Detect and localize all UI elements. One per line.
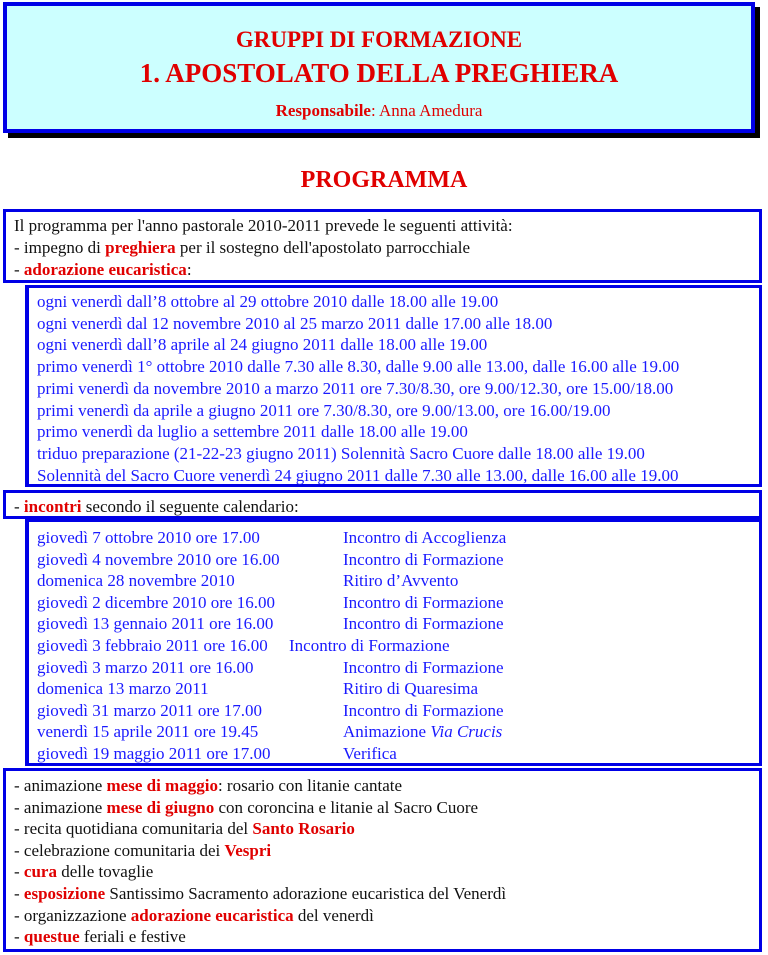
adoration-item: triduo preparazione (21-22-23 giugno 2011) Solennità Sacro Cuore dalle 18.00 alle 19.00 (37, 443, 645, 463)
intro-box (3, 209, 762, 283)
activity-keyword: esposizione (23, 883, 106, 903)
calendar-row (37, 635, 759, 657)
calendar-date: giovedì 13 gennaio 2011 ore 16.00 (37, 614, 274, 634)
activity-prefix: - celebrazione comunitaria dei (14, 840, 225, 860)
activity-suffix: feriali e festive (79, 927, 186, 947)
activity-item (14, 905, 759, 927)
meetings-suffix: secondo il seguente calendario: (81, 497, 299, 516)
meetings-heading (14, 496, 759, 518)
activity-item (14, 818, 759, 840)
calendar-row (37, 721, 759, 743)
activity-item (14, 840, 759, 862)
calendar-event: Incontro di Formazione (343, 592, 504, 612)
activity-prefix: - (14, 927, 24, 947)
activity-suffix: del venerdì (293, 905, 374, 925)
calendar-event: Incontro di Formazione (343, 657, 504, 677)
group-title: GRUPPI DI FORMAZIONE (235, 27, 523, 52)
activity-prefix: - (14, 862, 24, 882)
activity-keyword: mese di giugno (106, 797, 215, 817)
calendar-date: giovedì 3 marzo 2011 ore 16.00 (37, 657, 254, 677)
calendar-row (37, 613, 759, 635)
adoration-heading (14, 259, 759, 281)
calendar-event: Incontro di Formazione (289, 635, 450, 655)
prayer-prefix: - impegno di (14, 238, 106, 257)
adoration-item: ogni venerdì dall’8 aprile al 24 giugno 2011 dalle 18.00 alle 19.00 (37, 335, 488, 355)
activity-keyword: questue (23, 927, 80, 947)
adoration-item: primi venerdì da aprile a giugno 2011 ore 7.30/8.30, ore 9.00/13.00, ore 16.00/19.00 (37, 400, 611, 420)
calendar-event: Incontro di Formazione (343, 614, 504, 634)
adoration-suffix: : (186, 260, 192, 279)
calendar-row (37, 549, 759, 571)
responsible-name: Anna Amedura (379, 101, 483, 120)
activities-box (3, 768, 762, 952)
responsible-label: Responsabile (275, 101, 371, 120)
activity-item (14, 883, 759, 905)
adoration-keyword: adorazione eucaristica (23, 260, 187, 279)
activity-item (14, 775, 759, 797)
calendar-event (343, 721, 502, 743)
meetings-calendar-box (25, 519, 762, 766)
activity-keyword: mese di maggio (106, 776, 218, 795)
adoration-item: primo venerdì da luglio a settembre 2011 dalle 18.00 alle 19.00 (37, 422, 468, 442)
meetings-keyword: incontri (23, 497, 82, 516)
calendar-event: Verifica (343, 743, 397, 763)
meetings-heading-box (3, 490, 762, 519)
calendar-row (37, 657, 759, 679)
calendar-date: giovedì 7 ottobre 2010 ore 17.00 (37, 528, 260, 547)
adoration-schedule-box (25, 285, 762, 487)
calendar-event-italic: Via Crucis (430, 722, 503, 742)
adoration-prefix: - (14, 260, 24, 279)
prayer-suffix: per il sostegno dell'apostolato parrocchiale (175, 238, 470, 257)
calendar-date: giovedì 4 novembre 2010 ore 16.00 (37, 549, 280, 569)
activity-prefix: - (14, 883, 24, 903)
calendar-row (37, 570, 759, 592)
calendar-event: Incontro di Accoglienza (343, 528, 507, 547)
activity-item (14, 926, 759, 948)
activity-prefix: - organizzazione (14, 905, 131, 925)
calendar-date: giovedì 31 marzo 2011 ore 17.00 (37, 700, 263, 720)
activity-prefix: - recita quotidiana comunitaria del (14, 819, 253, 839)
activity-item (14, 861, 759, 883)
activity-keyword: adorazione eucaristica (130, 905, 294, 925)
calendar-event-prefix: Animazione (343, 722, 431, 742)
adoration-item: ogni venerdì dal 12 novembre 2010 al 25 marzo 2011 dalle 17.00 alle 18.00 (37, 313, 553, 333)
calendar-row (37, 743, 759, 765)
calendar-date: giovedì 2 dicembre 2010 ore 16.00 (37, 592, 275, 612)
activity-suffix: Santissimo Sacramento adorazione eucaristica del Venerdì (105, 883, 507, 903)
calendar-row (37, 678, 759, 700)
responsible-separator: : (370, 101, 380, 120)
calendar-date: domenica 13 marzo 2011 (37, 679, 209, 699)
calendar-event: Incontro di Formazione (343, 700, 504, 720)
calendar-date: domenica 28 novembre 2010 (37, 571, 235, 591)
program-title: PROGRAMMA (300, 167, 468, 193)
intro-line: Il programma per l'anno pastorale 2010-2011 prevede le seguenti attività: (14, 216, 513, 235)
calendar-event: Ritiro di Quaresima (343, 679, 479, 699)
activity-suffix: delle tovaglie (56, 862, 154, 882)
adoration-item: primo venerdì 1° ottobre 2010 dalle 7.30 alle 8.30, dalle 9.00 alle 13.00, dalle 16.00 alle 19.00 (37, 357, 680, 377)
calendar-row (37, 700, 759, 722)
responsible-line (7, 101, 751, 121)
prayer-line (14, 237, 759, 259)
activity-prefix: - animazione (14, 776, 107, 795)
activity-suffix: con coroncina e litanie al Sacro Cuore (214, 797, 479, 817)
calendar-event: Incontro di Formazione (343, 549, 504, 569)
calendar-date: venerdì 15 aprile 2011 ore 19.45 (37, 722, 259, 742)
header-banner (3, 2, 755, 133)
activity-item (14, 797, 759, 819)
adoration-item: Solennità del Sacro Cuore venerdì 24 giugno 2011 dalle 7.30 alle 13.00, dalle 16.00 alle 19.00 (37, 465, 679, 485)
adoration-item: ogni venerdì dall’8 ottobre al 29 ottobre 2010 dalle 18.00 alle 19.00 (37, 292, 499, 311)
calendar-row (37, 592, 759, 614)
activity-keyword: Santo Rosario (252, 819, 355, 839)
calendar-date: giovedì 19 maggio 2011 ore 17.00 (37, 743, 271, 763)
calendar-date: giovedì 3 febbraio 2011 ore 16.00 (37, 635, 268, 655)
prayer-keyword: preghiera (105, 238, 176, 257)
adoration-item: primi venerdì da novembre 2010 a marzo 2011 ore 7.30/8.30, ore 9.00/12.30, ore 15.00/18.00 (37, 378, 674, 398)
activity-keyword: Vespri (224, 840, 272, 860)
activity-suffix: : rosario con litanie cantate (217, 776, 403, 795)
calendar-event: Ritiro d’Avvento (343, 571, 459, 591)
meetings-prefix: - (14, 497, 24, 516)
activity-keyword: cura (23, 862, 57, 882)
calendar-row (37, 527, 759, 549)
activity-prefix: - animazione (14, 797, 107, 817)
group-subtitle: 1. APOSTOLATO DELLA PREGHIERA (139, 58, 619, 88)
